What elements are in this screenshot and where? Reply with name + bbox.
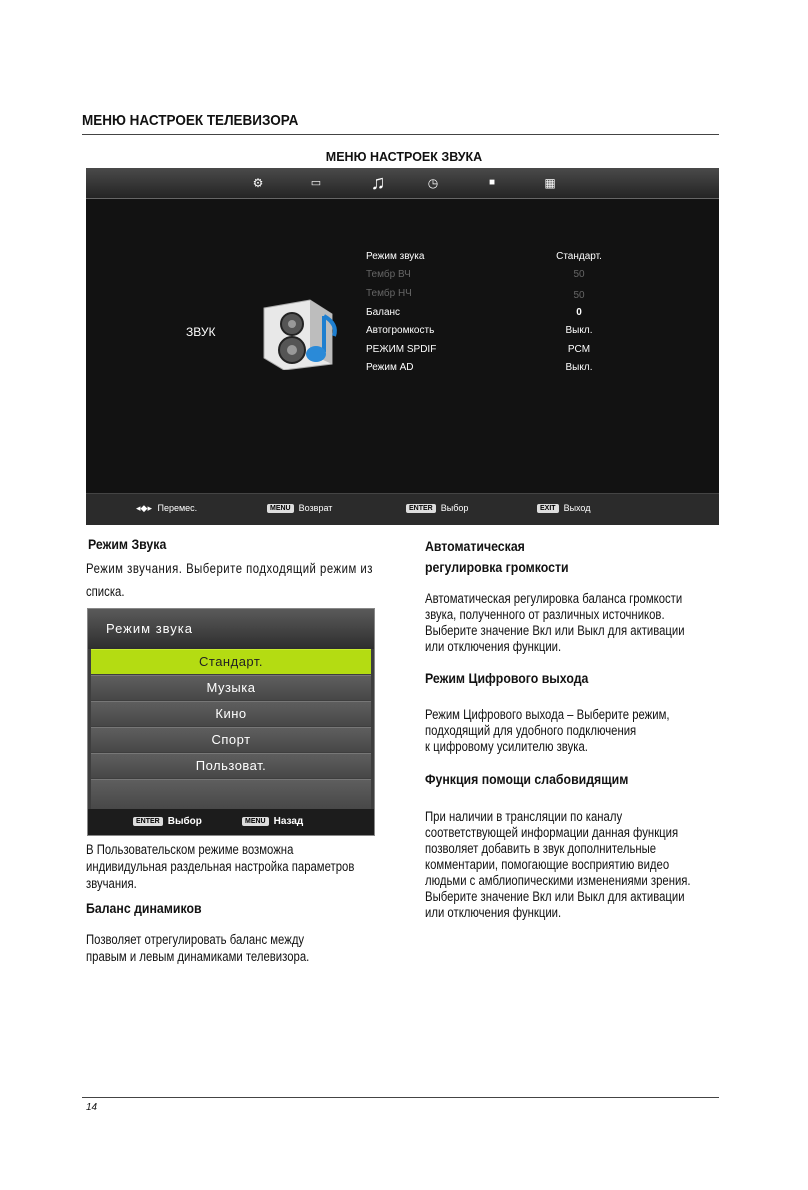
lock-icon[interactable]: ■: [488, 177, 496, 188]
ad-text-line4: комментарии, помогающие восприятию видео: [425, 857, 670, 872]
hint-exit: EXIT Выход: [537, 503, 591, 513]
option-empty: [91, 779, 371, 810]
menu-item-auto-volume[interactable]: Автогромкость Выкл.: [366, 325, 593, 336]
audio-description-heading: Функция помощи слабовидящим: [425, 771, 629, 787]
page-title: МЕНЮ НАСТРОЕК ТЕЛЕВИЗОРА: [82, 112, 299, 129]
ad-text-line1: При наличии в трансляции по каналу: [425, 809, 623, 824]
option-movie[interactable]: Кино: [91, 701, 371, 726]
digital-output-heading: Режим Цифрового выхода: [425, 670, 589, 686]
avc-text-line2: звука, полученного от различных источников.: [425, 607, 665, 622]
menu-item-ad-mode[interactable]: Режим AD Выкл.: [366, 362, 593, 373]
ad-text-line3: позволяет добавить в звук дополнительные: [425, 841, 657, 856]
tab-bar-divider: [86, 198, 719, 199]
enter-key-icon: ENTER: [406, 504, 436, 513]
footer-divider: [82, 1097, 719, 1098]
menu-key-icon: MENU: [267, 504, 294, 513]
grid-icon[interactable]: ▦: [544, 176, 556, 190]
popup-footer: [88, 809, 374, 835]
popup-hint-select: ENTER Выбор: [133, 816, 202, 827]
digital-text-line1: Режим Цифрового выхода – Выберите режим,: [425, 707, 670, 722]
avc-heading-line2: регулировка громкости: [425, 559, 569, 575]
tv-sound-menu-screenshot: [86, 168, 719, 525]
menu-item-treble[interactable]: Тембр ВЧ 50: [366, 269, 585, 280]
gear-icon[interactable]: ⚙: [252, 176, 264, 190]
option-user[interactable]: Пользоват.: [91, 753, 371, 778]
ad-text-line5: людьми с амблиопическими изменениями зрения.: [425, 873, 691, 888]
ad-text-line2: соответствующей информации данная функция: [425, 825, 679, 840]
hint-move: ◂◆▸ Перемес.: [136, 503, 198, 513]
menu-item-balance[interactable]: Баланс 0: [366, 307, 582, 318]
music-note-icon[interactable]: ♫: [370, 172, 386, 194]
avc-text-line3: Выберите значение Вкл или Выкл для активации: [425, 623, 685, 638]
enter-key-icon: ENTER: [133, 817, 163, 826]
exit-key-icon: EXIT: [537, 504, 559, 513]
balance-heading: Баланс динамиков: [86, 900, 202, 916]
arrows-icon: ◂◆▸: [136, 503, 152, 513]
menu-item-sound-mode[interactable]: Режим звука Стандарт.: [366, 251, 602, 262]
section-title: МЕНЮ НАСТРОЕК ЗВУКА: [325, 150, 483, 164]
monitor-icon[interactable]: ▭: [310, 177, 322, 189]
user-mode-text-line1: В Пользовательском режиме возможна: [86, 842, 294, 857]
hint-select: ENTER Выбор: [406, 503, 468, 513]
sound-mode-heading: Режим Звука: [88, 536, 167, 552]
option-standard[interactable]: Стандарт.: [91, 649, 371, 674]
menu-item-bass[interactable]: Тембр НЧ 50: [366, 288, 585, 301]
ad-text-line6: Выберите значение Вкл или Выкл для активации: [425, 889, 685, 904]
balance-text-line2: правым и левым динамиками телевизора.: [86, 949, 310, 964]
sound-mode-text-line2: списка.: [86, 584, 125, 599]
sound-mode-text-line1: Режим звучания. Выберите подходящий режим из: [86, 561, 373, 576]
digital-text-line2: подходящий для удобного подключения: [425, 723, 637, 738]
balance-text-line1: Позволяет отрегулировать баланс между: [86, 932, 305, 947]
menu-item-spdif-mode[interactable]: РЕЖИМ SPDIF PCM: [366, 344, 591, 355]
menu-key-icon: MENU: [242, 817, 269, 826]
avc-text-line1: Автоматическая регулировка баланса громкости: [425, 591, 683, 606]
avc-heading-line1: Автоматическая: [425, 538, 525, 554]
speaker-music-icon: [254, 296, 346, 370]
user-mode-text-line3: звучания.: [86, 876, 137, 891]
sound-mode-popup: [87, 608, 375, 836]
user-mode-text-line2: индивидульная раздельная настройка параметров: [86, 859, 355, 874]
title-divider: [82, 134, 719, 135]
menu-section-label: ЗВУК: [186, 325, 216, 339]
popup-title: Режим звука: [106, 621, 193, 636]
popup-hint-back: MENU Назад: [242, 816, 303, 827]
clock-icon[interactable]: ◷: [427, 176, 439, 190]
ad-text-line7: или отключения функции.: [425, 905, 562, 920]
option-music[interactable]: Музыка: [91, 675, 371, 700]
hint-back: MENU Возврат: [267, 503, 332, 513]
tv-menu-footer: [86, 493, 719, 525]
digital-text-line3: к цифровому усилителю звука.: [425, 739, 588, 754]
page-number: 14: [86, 1102, 98, 1113]
tv-menu-tab-bar: [86, 168, 719, 198]
option-sport[interactable]: Спорт: [91, 727, 371, 752]
avc-text-line4: или отключения функции.: [425, 639, 562, 654]
